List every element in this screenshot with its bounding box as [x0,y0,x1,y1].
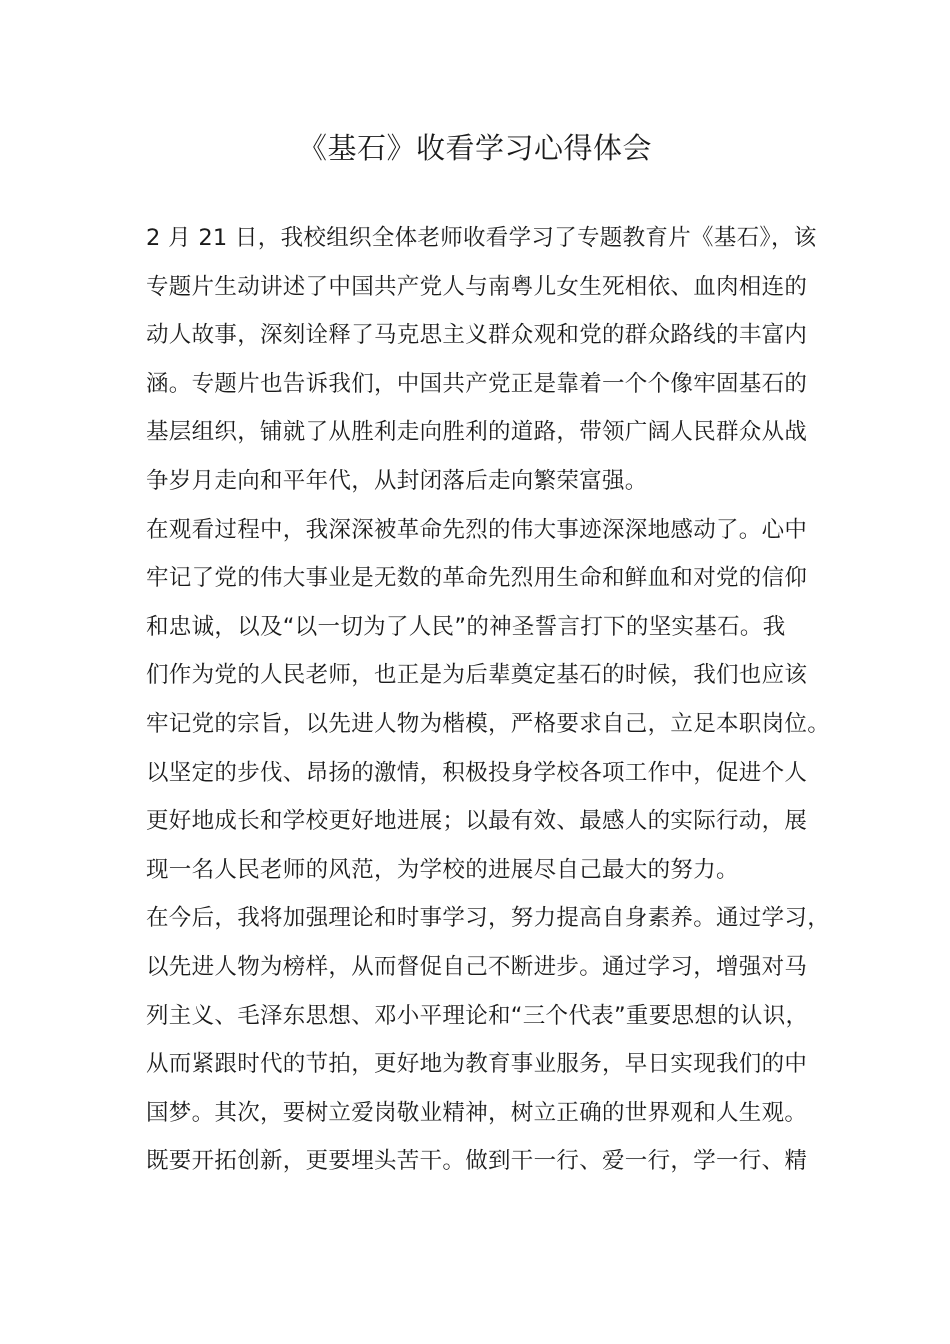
document-title: 《基石》收看学习心得体会 [297,131,652,165]
body-line: 们作为党的人民老师，也正是为后辈奠定基石的时候，我们也应该 [146,662,808,689]
body-line: 列主义、毛泽东思想、邓小平理论和“三个代表”重要思想的认识， [146,1002,809,1029]
body-line: 在今后，我将加强理论和时事学习，努力提高自身素养。通过学习， [146,905,831,932]
body-line: 动人故事，深刻诠释了马克思主义群众观和党的群众路线的丰富内 [146,322,808,349]
body-line: 在观看过程中，我深深被革命先烈的伟大事迹深深地感动了。心中 [146,516,808,543]
body-line: 和忠诚，以及“以一切为了人民”的神圣誓言打下的坚实基石。我 [146,613,786,640]
body-line: 既要开拓创新，更要埋头苦干。做到干一行、爱一行，学一行、精 [146,1148,808,1175]
body-line: 以先进人物为榜样，从而督促自己不断进步。通过学习，增强对马 [146,953,808,980]
body-line: 涵。专题片也告诉我们，中国共产党正是靠着一个个像牢固基石的 [146,370,808,397]
body-line: 基层组织，铺就了从胜利走向胜利的道路，带领广阔人民群众从战 [146,419,808,446]
body-line: 牢记了党的伟大事业是无数的革命先烈用生命和鲜血和对党的信仰 [146,565,808,592]
document-body [146,214,831,1186]
body-line: 国梦。其次，要树立爱岗敬业精神，树立正确的世界观和人生观。 [146,1099,808,1126]
body-line: 牢记党的宗旨，以先进人物为楷模，严格要求自己，立足本职岗位。 [146,710,831,737]
body-line: 更好地成长和学校更好地进展；以最有效、最感人的实际行动，展 [146,808,808,835]
body-line: 从而紧跟时代的节拍，更好地为教育事业服务，早日实现我们的中 [146,1051,808,1078]
body-line: 争岁月走向和平年代，从封闭落后走向繁荣富强。 [146,467,648,494]
body-line: 2 月 21 日，我校组织全体老师收看学习了专题教育片《基石》，该 [146,225,817,251]
body-line: 以坚定的步伐、昂扬的激情，积极投身学校各项工作中，促进个人 [146,759,808,786]
body-line: 专题片生动讲述了中国共产党人与南粤儿女生死相依、血肉相连的 [146,273,808,300]
body-line: 现一名人民老师的风范，为学校的进展尽自己最大的努力。 [146,856,739,883]
